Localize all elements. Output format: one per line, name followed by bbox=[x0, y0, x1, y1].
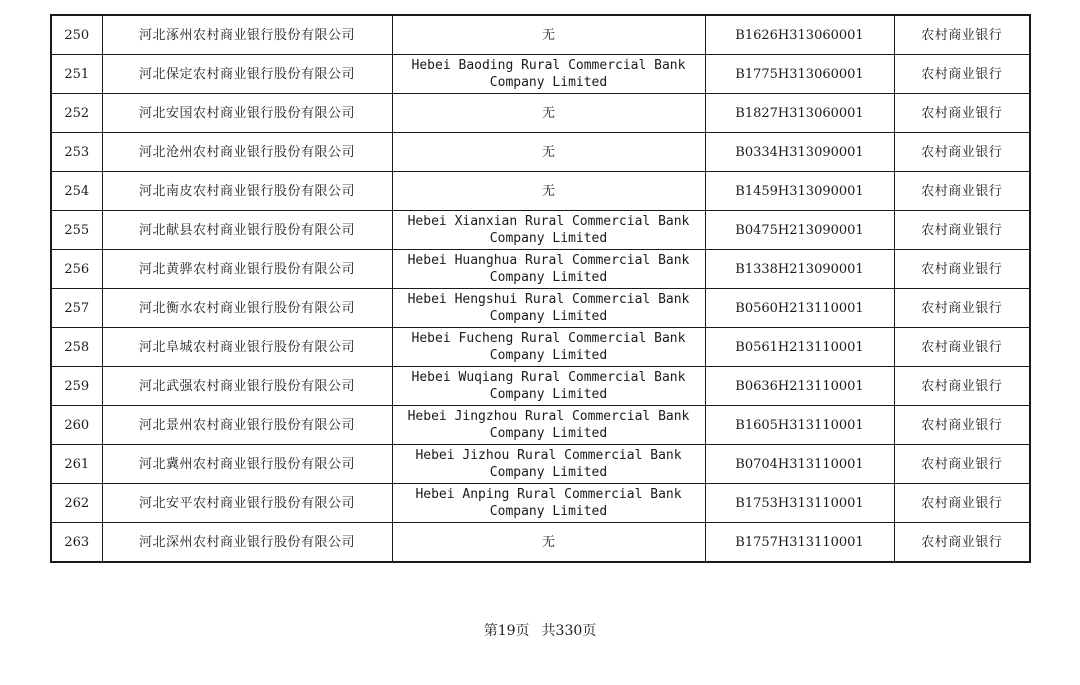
bank-name-chinese: 河北景州农村商业银行股份有限公司 bbox=[102, 406, 392, 445]
bank-name-chinese: 河北献县农村商业银行股份有限公司 bbox=[102, 211, 392, 250]
table-body bbox=[51, 15, 1030, 562]
table-row bbox=[51, 172, 1030, 211]
bank-name-chinese: 河北衡水农村商业银行股份有限公司 bbox=[102, 289, 392, 328]
table-row bbox=[51, 55, 1030, 94]
institution-type: 农村商业银行 bbox=[894, 211, 1030, 250]
institution-type: 农村商业银行 bbox=[894, 289, 1030, 328]
bank-name-english: 无 bbox=[392, 172, 705, 211]
institution-type: 农村商业银行 bbox=[894, 484, 1030, 523]
institution-code: B0561H213110001 bbox=[705, 328, 894, 367]
institution-type: 农村商业银行 bbox=[894, 406, 1030, 445]
institution-code: B1605H313110001 bbox=[705, 406, 894, 445]
bank-name-chinese: 河北安平农村商业银行股份有限公司 bbox=[102, 484, 392, 523]
row-number: 257 bbox=[51, 289, 102, 328]
row-number: 251 bbox=[51, 55, 102, 94]
bank-name-english: Hebei Fucheng Rural Commercial Bank Company Limited bbox=[392, 328, 705, 367]
bank-name-chinese: 河北黄骅农村商业银行股份有限公司 bbox=[102, 250, 392, 289]
row-number: 261 bbox=[51, 445, 102, 484]
bank-name-chinese: 河北武强农村商业银行股份有限公司 bbox=[102, 367, 392, 406]
bank-name-chinese: 河北深州农村商业银行股份有限公司 bbox=[102, 523, 392, 563]
row-number: 253 bbox=[51, 133, 102, 172]
bank-name-english: 无 bbox=[392, 523, 705, 563]
bank-name-english: Hebei Xianxian Rural Commercial Bank Company Limited bbox=[392, 211, 705, 250]
table-row bbox=[51, 211, 1030, 250]
bank-name-chinese: 河北阜城农村商业银行股份有限公司 bbox=[102, 328, 392, 367]
page-footer bbox=[0, 620, 1080, 640]
table-row bbox=[51, 367, 1030, 406]
row-number: 254 bbox=[51, 172, 102, 211]
bank-name-chinese: 河北安国农村商业银行股份有限公司 bbox=[102, 94, 392, 133]
page-total: 共330页 bbox=[541, 623, 597, 639]
table-row bbox=[51, 133, 1030, 172]
bank-name-english: Hebei Baoding Rural Commercial Bank Company Limited bbox=[392, 55, 705, 94]
bank-name-english: Hebei Jingzhou Rural Commercial Bank Company Limited bbox=[392, 406, 705, 445]
bank-name-chinese: 河北冀州农村商业银行股份有限公司 bbox=[102, 445, 392, 484]
table-row bbox=[51, 328, 1030, 367]
institution-type: 农村商业银行 bbox=[894, 328, 1030, 367]
page-number: 第19页 bbox=[483, 623, 530, 639]
bank-name-english: 无 bbox=[392, 15, 705, 55]
row-number: 258 bbox=[51, 328, 102, 367]
bank-name-chinese: 河北保定农村商业银行股份有限公司 bbox=[102, 55, 392, 94]
institution-code: B0560H213110001 bbox=[705, 289, 894, 328]
institution-type: 农村商业银行 bbox=[894, 172, 1030, 211]
table-row bbox=[51, 15, 1030, 55]
bank-name-english: Hebei Hengshui Rural Commercial Bank Company Limited bbox=[392, 289, 705, 328]
bank-name-english: Hebei Wuqiang Rural Commercial Bank Company Limited bbox=[392, 367, 705, 406]
row-number: 256 bbox=[51, 250, 102, 289]
bank-list-table bbox=[50, 14, 1031, 563]
institution-type: 农村商业银行 bbox=[894, 94, 1030, 133]
row-number: 250 bbox=[51, 15, 102, 55]
table-row bbox=[51, 445, 1030, 484]
institution-code: B1459H313090001 bbox=[705, 172, 894, 211]
institution-type: 农村商业银行 bbox=[894, 15, 1030, 55]
row-number: 255 bbox=[51, 211, 102, 250]
institution-type: 农村商业银行 bbox=[894, 367, 1030, 406]
row-number: 263 bbox=[51, 523, 102, 563]
row-number: 262 bbox=[51, 484, 102, 523]
institution-code: B1775H313060001 bbox=[705, 55, 894, 94]
institution-code: B1757H313110001 bbox=[705, 523, 894, 563]
row-number: 260 bbox=[51, 406, 102, 445]
institution-type: 农村商业银行 bbox=[894, 133, 1030, 172]
institution-code: B1338H213090001 bbox=[705, 250, 894, 289]
institution-code: B1827H313060001 bbox=[705, 94, 894, 133]
table-row bbox=[51, 250, 1030, 289]
table-row bbox=[51, 406, 1030, 445]
table-row bbox=[51, 484, 1030, 523]
table-row bbox=[51, 523, 1030, 563]
table-row bbox=[51, 94, 1030, 133]
institution-code: B1753H313110001 bbox=[705, 484, 894, 523]
bank-name-english: 无 bbox=[392, 133, 705, 172]
bank-name-english: 无 bbox=[392, 94, 705, 133]
bank-name-chinese: 河北涿州农村商业银行股份有限公司 bbox=[102, 15, 392, 55]
institution-type: 农村商业银行 bbox=[894, 445, 1030, 484]
institution-code: B0636H213110001 bbox=[705, 367, 894, 406]
row-number: 252 bbox=[51, 94, 102, 133]
bank-name-chinese: 河北南皮农村商业银行股份有限公司 bbox=[102, 172, 392, 211]
bank-name-english: Hebei Anping Rural Commercial Bank Company Limited bbox=[392, 484, 705, 523]
institution-type: 农村商业银行 bbox=[894, 55, 1030, 94]
table-row bbox=[51, 289, 1030, 328]
institution-code: B0704H313110001 bbox=[705, 445, 894, 484]
bank-name-english: Hebei Huanghua Rural Commercial Bank Company Limited bbox=[392, 250, 705, 289]
institution-type: 农村商业银行 bbox=[894, 523, 1030, 563]
institution-code: B1626H313060001 bbox=[705, 15, 894, 55]
institution-code: B0334H313090001 bbox=[705, 133, 894, 172]
institution-code: B0475H213090001 bbox=[705, 211, 894, 250]
bank-name-english: Hebei Jizhou Rural Commercial Bank Company Limited bbox=[392, 445, 705, 484]
row-number: 259 bbox=[51, 367, 102, 406]
institution-type: 农村商业银行 bbox=[894, 250, 1030, 289]
bank-name-chinese: 河北沧州农村商业银行股份有限公司 bbox=[102, 133, 392, 172]
